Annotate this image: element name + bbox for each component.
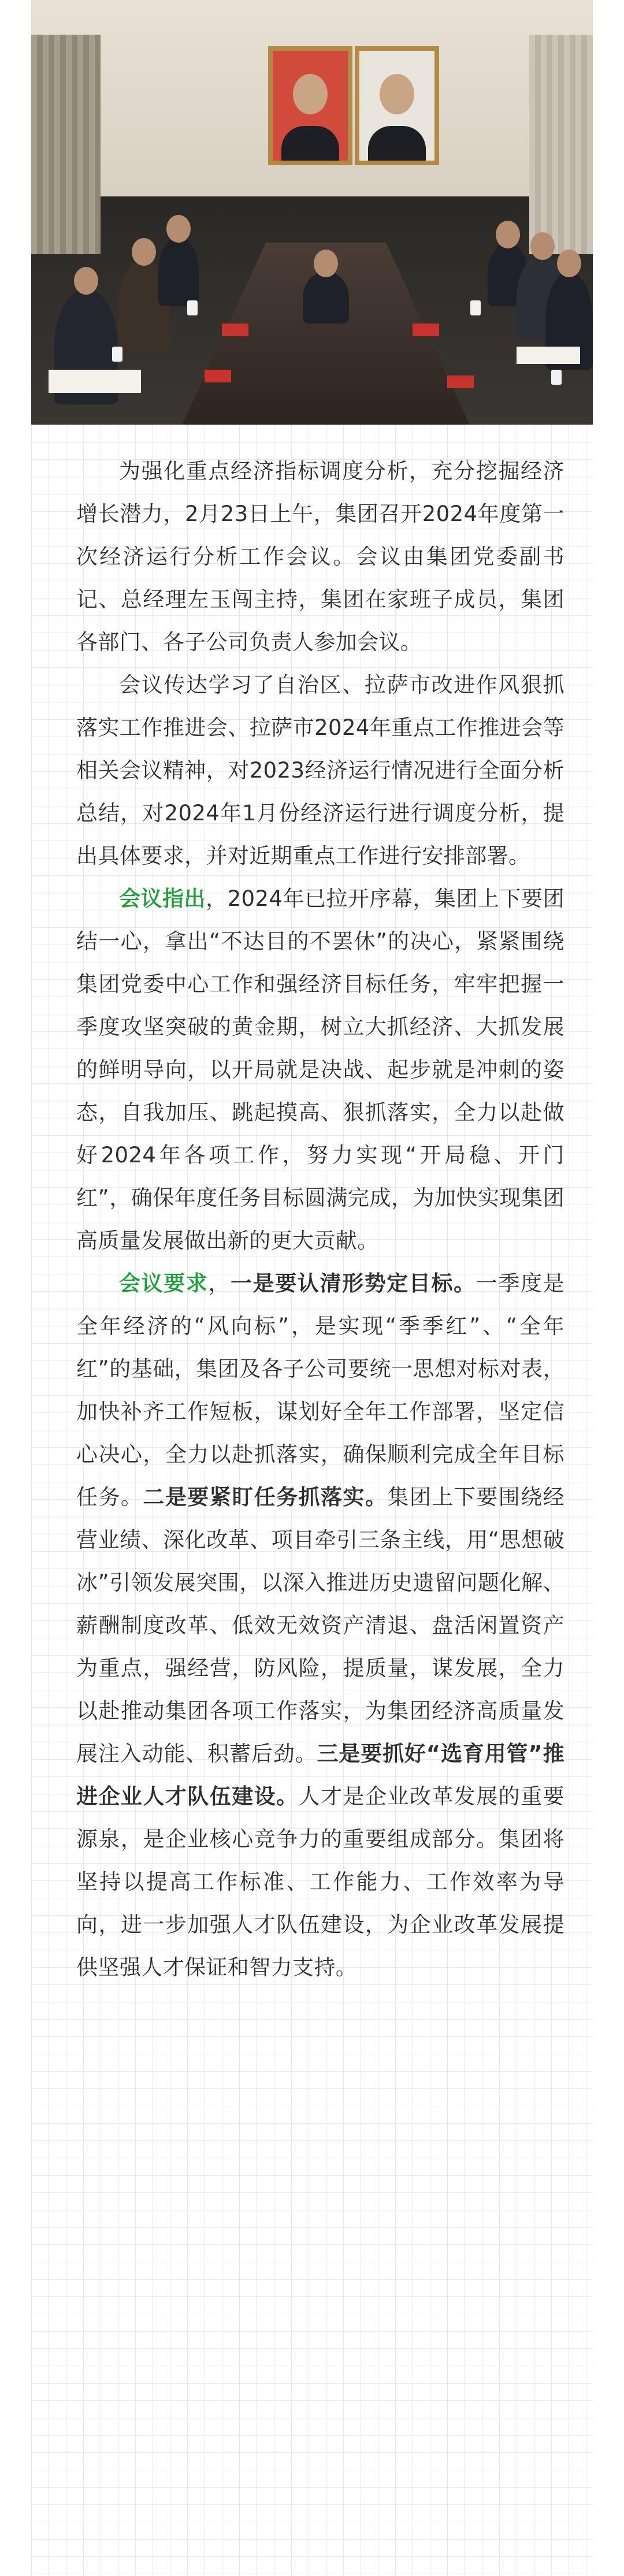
requirement-2-heading: 二是要紧盯任务抓落实。 [143, 1485, 388, 1510]
paragraph-3 [76, 878, 564, 1262]
portrait-suit [281, 126, 339, 161]
requirement-1-text: 一季度是全年经济的“风向标”，是实现“季季红”、“全年红”的基础，集团及各子公司要统一思想对标对表，加快补齐工作短板，谋划好全年工作部署，坚定信心决心，全力以赴抓落实，确保顺利完成全年目标任务。 [76, 1271, 564, 1510]
photo-cup [470, 300, 481, 315]
requirement-3-text: 人才是企业改革发展的重要源泉，是企业核心竞争力的重要组成部分。集团将坚持以提高工作标准、工作能力、工作效率为导向，进一步加强人才队伍建设，为企业改革发展提供坚强人才保证和智力支持。 [76, 1784, 564, 1980]
photo-person-head [314, 250, 338, 277]
paragraph-4 [76, 1262, 564, 1989]
article-body [31, 425, 593, 2576]
photo-cup [187, 300, 198, 315]
photo-person-head [557, 250, 581, 277]
photo-nameplate [222, 324, 248, 336]
paragraph-4-comma: ， [208, 1271, 231, 1296]
paragraph-1-text: 为强化重点经济指标调度分析，充分挖掘经济增长潜力，2月23日上午，集团召开2024年度第一次经济运行分析工作会议。会议由集团党委副书记、总经理左玉闯主持，集团在家班子成员，集团各部门、各子公司负责人参加会议。 [76, 459, 564, 655]
paragraph-2 [76, 664, 564, 878]
paragraph-3-text: ，2024年已拉开序幕，集团上下要团结一心，拿出“不达目的不罢休”的决心，紧紧围绕集团党委中心工作和强经济目标任务，牢牢把握一季度攻坚突破的黄金期，树立大抓经济、大抓发展的鲜明导向，以开局就是决战、起步就是冲刺的姿态，自我加压、跳起摸高、狠抓落实，全力以赴做好2024年各项工作，努力实现“开局稳、开门红”，确保年度任务目标圆满完成，为加快实现集团高质量发展做出新的更大贡献。 [76, 886, 564, 1253]
paragraph-1 [76, 450, 564, 664]
photo-cup [551, 370, 562, 385]
photo-portrait-right [355, 46, 439, 165]
portrait-face [293, 74, 328, 114]
photo-paper [49, 370, 141, 393]
photo-person [303, 272, 349, 324]
photo-person-head [132, 238, 156, 266]
article-paragraphs [76, 450, 564, 1989]
requirement-2-text: 集团上下要围绕经营业绩、深化改革、项目牵引三条主线，用“思想破冰”引领发展突围，以深入推进历史遗留问题化解、薪酬制度改革、低效无效资产清退、盘活闲置资产为重点，强经营，防风险，提质量，谋发展，全力以赴推动集团各项工作落实，为集团经济高质量发展注入动能、积蓄后劲。 [76, 1485, 565, 1766]
requirement-1-heading: 一是要认清形势定目标。 [231, 1271, 476, 1296]
photo-nameplate [413, 324, 439, 336]
requirement-3-heading: 三是要抓好“选育用管”推进企业人才队伍建设。 [76, 1741, 564, 1809]
meeting-requirements-label: 会议要求 [119, 1271, 209, 1296]
portrait-face [380, 74, 414, 114]
photo-cup [112, 347, 122, 362]
photo-person-head [530, 232, 555, 260]
photo-curtain-left [31, 35, 101, 254]
meeting-pointed-out-label: 会议指出 [119, 886, 206, 911]
photo-person-head [74, 267, 98, 295]
paragraph-2-text: 会议传达学习了自治区、拉萨市改进作风狠抓落实工作推进会、拉萨市2024年重点工作推进会等相关会议精神，对2023经济运行情况进行全面分析总结，对2024年1月份经济运行进行调度分析，提出具体要求，并对近期重点工作进行安排部署。 [76, 672, 564, 868]
photo-portrait-left [268, 46, 352, 165]
portrait-suit [368, 126, 426, 161]
photo-person-head [496, 221, 520, 248]
photo-paper [517, 347, 580, 364]
meeting-photo [31, 0, 593, 425]
photo-curtain-right [529, 35, 593, 254]
photo-person-head [166, 215, 191, 243]
photo-nameplate [205, 370, 231, 382]
photo-person [158, 237, 199, 306]
photo-nameplate [447, 376, 474, 388]
